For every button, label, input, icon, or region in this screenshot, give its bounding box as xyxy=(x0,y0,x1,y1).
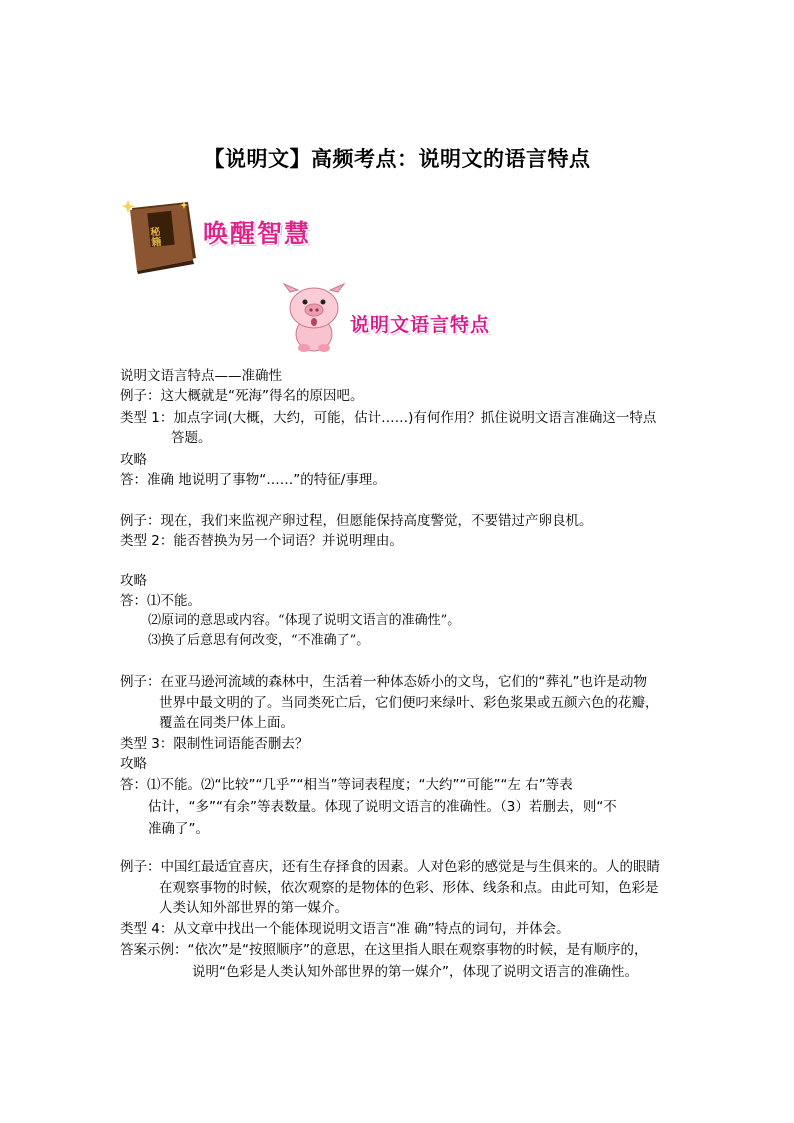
topic-banner: 说明文语言特点 xyxy=(350,314,491,336)
answer-2-point-3: ⑶换了后意思有何改变，“不准确了”。 xyxy=(148,633,370,648)
secret-book-icon xyxy=(122,200,202,274)
example-2-line: 例子：现在，我们来监视产卵过程，但愿能保持高度警觉，不要错过产卵良机。 xyxy=(120,513,593,529)
type-4-line: 类型 4：从文章中找出一个能体现说明文语言“准 确”特点的词句，并体会。 xyxy=(120,921,570,937)
example-3-line-cont: 世界中最文明的了。当同类死亡后，它们便叼来绿叶、彩色浆果或五颜六色的花瓣， xyxy=(159,695,659,711)
answer-3-line-cont: 准确了”。 xyxy=(148,821,209,837)
strategy-label: 攻略 xyxy=(120,452,147,468)
type-1-line-cont: 答题。 xyxy=(171,430,212,446)
type-1-line: 类型 1：加点字词(大概，大约，可能，估计……)有何作用？抓住说明文语言准确这一特点 xyxy=(120,410,657,426)
banner-heading: 唤醒智慧 xyxy=(203,219,312,248)
book-title-text: 秘籍 xyxy=(147,226,161,248)
strategy-label: 攻略 xyxy=(120,573,147,589)
sample-answer-line: 答案示例：“依次”是“按照顺序”的意思，在这里指人眼在观察事物的时候，是有顺序的， xyxy=(120,942,648,958)
type-3-line: 类型 3：限制性词语能否删去？ xyxy=(120,736,309,752)
answer-3-line: 答：⑴不能。⑵“比较”“几乎”“相当”等词表程度；“大约”“可能”“左 右”等表 xyxy=(120,777,573,793)
example-4-line: 例子：中国红最适宜喜庆，还有生存择食的因素。人对色彩的感觉是与生俱来的。人的眼睛 xyxy=(120,859,660,875)
example-4-line-cont: 在观察事物的时候，依次观察的是物体的色彩、形体、线条和点。由此可知，色彩是 xyxy=(159,880,659,896)
pig-mascot-icon xyxy=(280,282,348,354)
example-3-line: 例子：在亚马逊河流域的森林中，生活着一种体态娇小的文鸟，它们的“葬礼”也许是动物 xyxy=(120,674,647,690)
answer-1-line: 答：准确 地说明了事物“……”的特征/事理。 xyxy=(120,472,386,488)
example-3-line-cont: 覆盖在同类尸体上面。 xyxy=(159,715,294,731)
answer-2-point-2: ⑵原词的意思或内容。“体现了说明文语言的准确性”。 xyxy=(148,613,461,628)
example-4-line-cont: 人类认知外部世界的第一媒介。 xyxy=(159,900,348,916)
answer-2-line: 答：⑴不能。 xyxy=(120,593,201,609)
strategy-label: 攻略 xyxy=(120,756,147,772)
section-heading: 说明文语言特点——准确性 xyxy=(120,368,282,384)
page-title: 【说明文】高频考点：说明文的语言特点 xyxy=(203,146,591,171)
sample-answer-line-cont: 说明“色彩是人类认知外部世界的第一媒介”，体现了说明文语言的准确性。 xyxy=(192,964,638,980)
answer-3-line-cont: 估计，“多”“有余”等表数量。体现了说明文语言的准确性。（3）若删去，则“不 xyxy=(148,799,617,815)
example-1-line: 例子：这大概就是“死海”得名的原因吧。 xyxy=(120,388,364,404)
type-2-line: 类型 2：能否替换为另一个词语？并说明理由。 xyxy=(120,533,403,549)
